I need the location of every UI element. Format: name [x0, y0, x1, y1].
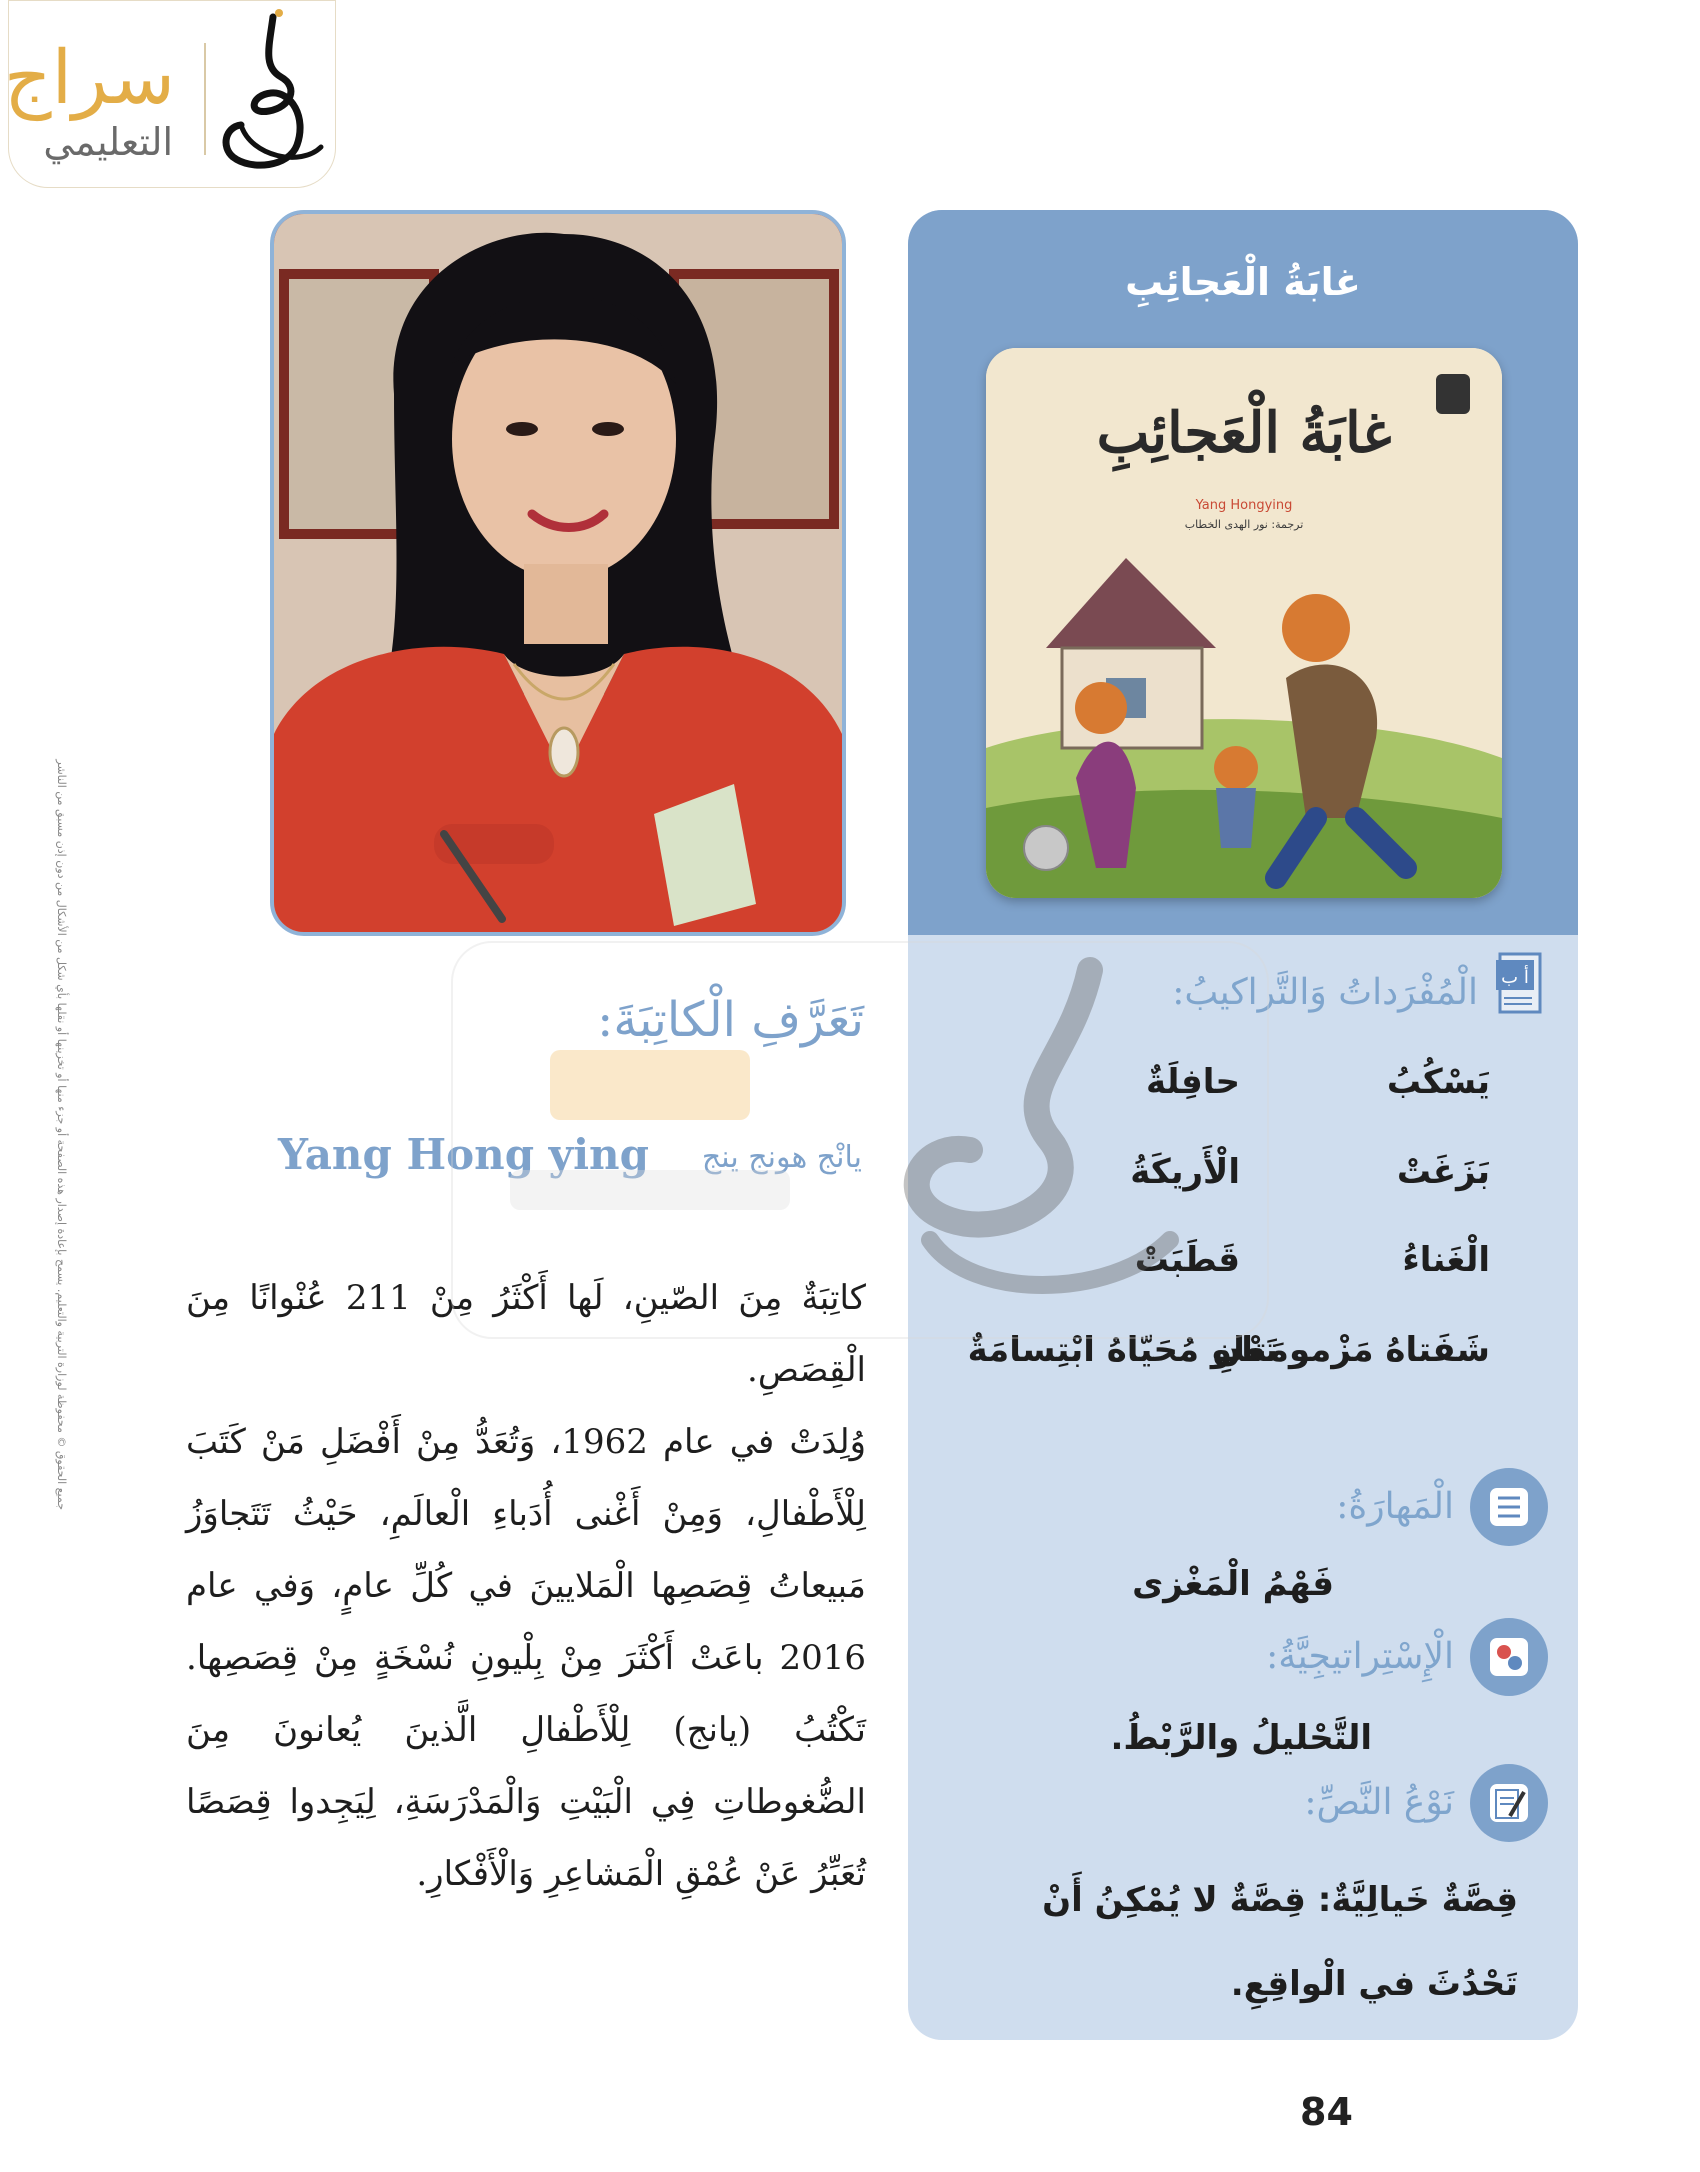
cover-translator: ترجمة: نور الهدى الخطاب — [1184, 518, 1304, 531]
side-copyright-text: جميع الحقوق © محفوظة لوزارة التربية والتعليم. يسمح بإعادة إصدار هذه الصفحة أو جزء منها أو تخزينها أو نقلها بأي شكل من الأشكال من دون إذن مسبق من الناشر — [55, 759, 68, 1510]
cover-author: Yang Hongying — [1195, 498, 1293, 513]
vocab-word: يَسْكُبُ — [1386, 1062, 1490, 1102]
text-type-value: قِصَّةٌ خَيالِيَّةٌ: قِصَّةٌ لا يُمْكِنُ أَنْ تَحْدُثَ في الْواقِعِ. — [1042, 1880, 1518, 2004]
skill-value: فَهْمُ الْمَغْزى — [1132, 1564, 1334, 1604]
strategy-heading: الْإِسْتِراتيجِيَّةُ: — [1266, 1636, 1454, 1677]
vocab-word: تَعْلو مُحَيّاهُ ابْتِسامَةٌ — [967, 1330, 1278, 1370]
page-number: 84 — [1300, 2090, 1353, 2134]
vocab-book-icon — [1492, 950, 1542, 1016]
vocab-word: بَزَغَتْ — [1396, 1152, 1490, 1192]
vocab-heading: الْمُفْرَداتُ وَالتَّراكيبُ: — [1172, 972, 1478, 1013]
strategy-gear-icon — [1470, 1618, 1548, 1696]
lesson-info-panel — [908, 210, 1578, 2040]
author-heading: تَعَرَّفِ الْكاتِبَةَ: — [597, 992, 864, 1048]
logo-brand: سراج — [3, 35, 175, 121]
text-type-heading: نَوْعُ النَّصِّ: — [1304, 1782, 1454, 1823]
logo-divider — [204, 43, 206, 155]
logo-calligraphy-icon — [211, 7, 331, 183]
vocab-word: الْأَريكَةُ — [1130, 1152, 1240, 1192]
author-paragraph: كاتِبَةٌ مِنَ الصّينِ، لَها أَكْثَرُ مِنْ 211 عُنْوانًا مِنَ الْقِصَصِ. — [186, 1278, 866, 1390]
text-type-pencil-icon — [1470, 1764, 1548, 1842]
book-section-title: غابَةُ الْعَجائِبِ — [1125, 260, 1361, 304]
logo-subtitle: التعليمي — [43, 120, 173, 164]
strategy-value: التَّحْليلُ والرَّبْطُ. — [1110, 1718, 1372, 1758]
skill-heading: الْمَهارَةُ: — [1336, 1486, 1454, 1527]
publisher-logo — [3, 0, 336, 188]
author-paragraph: وُلِدَتْ في عام 1962، وَتُعَدُّ مِنْ أَفْضَلِ مَنْ كَتَبَ لِلْأَطْفالِ، وَمِنْ أَغْنى أُدَباءِ الْعالَمِ، حَيْثُ تَتَجاوَزُ مَبيعاتُ قِصَصِها الْمَلايينَ في كُلِّ عامٍ، وَفي عام 2016 باعَتْ أَكْثَرَ مِنْ بِلْيونِ نُسْخَةٍ مِنْ قِصَصِها. تَكْتُبُ (يانج) لِلْأَطْفالِ الَّذينَ يُعانونَ مِنَ الضُّغوطاتِ فِي الْبَيْتِ وَالْمَدْرَسَةِ، لِيَجِدوا قِصَصًا تُعَبِّرُ عَنْ عُمْقِ الْمَشاعِرِ وَالْأَفْكارِ. — [186, 1422, 866, 1894]
author-name-arabic: يانْج هونج ينج — [701, 1140, 862, 1175]
author-name-english: Yang Hong ying — [278, 1130, 649, 1179]
cover-title: غابَةُ الْعَجائِبِ — [1096, 400, 1392, 466]
skill-list-icon — [1470, 1468, 1548, 1546]
vocab-word: الْغَناءُ — [1402, 1240, 1490, 1280]
book-cover — [986, 348, 1502, 898]
vocab-word: حافِلَةٌ — [1145, 1062, 1240, 1102]
vocab-word: قَطَبَتْ — [1134, 1240, 1240, 1280]
vocab-word: شَفَتاهُ مَزْمومَتانِ — [1212, 1330, 1490, 1370]
author-photo — [270, 210, 846, 936]
svg-text:أ ب: أ ب — [1501, 967, 1529, 988]
